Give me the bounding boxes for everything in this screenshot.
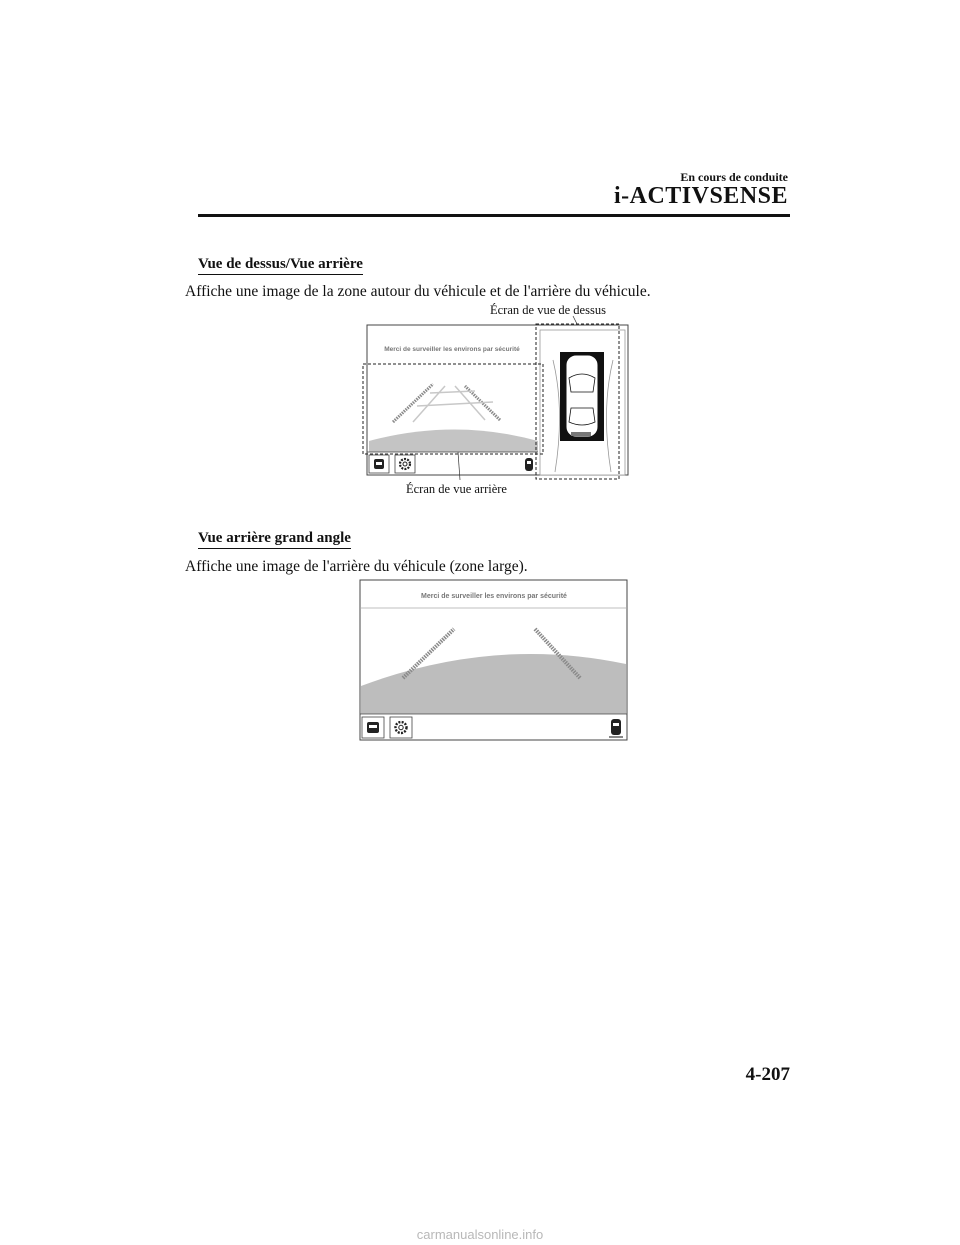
car-windshield xyxy=(569,374,595,392)
callout-top-view: Écran de vue de dessus xyxy=(490,303,606,317)
car-bumper xyxy=(571,432,591,436)
figure-wide-rear-view xyxy=(358,578,630,743)
chapter-title: En cours de conduite xyxy=(680,170,788,184)
paragraph-wide-rear-view: Affiche une image de l'arrière du véhicule (zone large). xyxy=(185,558,528,575)
banner-text: Merci de surveiller les environs par sécurité xyxy=(421,593,567,600)
car-rear-window xyxy=(569,408,595,425)
subheading-top-rear-view: Vue de dessus/Vue arrière xyxy=(198,256,363,275)
parking-sensor-icon xyxy=(525,458,533,471)
subheading-wide-rear-view: Vue arrière grand angle xyxy=(198,530,351,549)
callout-rear-view: Écran de vue arrière xyxy=(406,482,507,496)
watermark-footer: carmanualsonline.info xyxy=(416,1227,544,1242)
camera-toggle-icon xyxy=(367,722,379,733)
page-number: 4-207 xyxy=(745,1064,790,1085)
paragraph-top-rear-view: Affiche une image de la zone autour du véhicule et de l'arrière du véhicule. xyxy=(185,283,651,300)
header-rule xyxy=(198,214,790,217)
figure-top-rear-view xyxy=(355,300,635,505)
camera-toggle-icon xyxy=(374,459,384,469)
section-title: i-ACTIVSENSE xyxy=(613,183,788,209)
banner-text: Merci de surveiller les environs par sécurité xyxy=(384,346,520,353)
